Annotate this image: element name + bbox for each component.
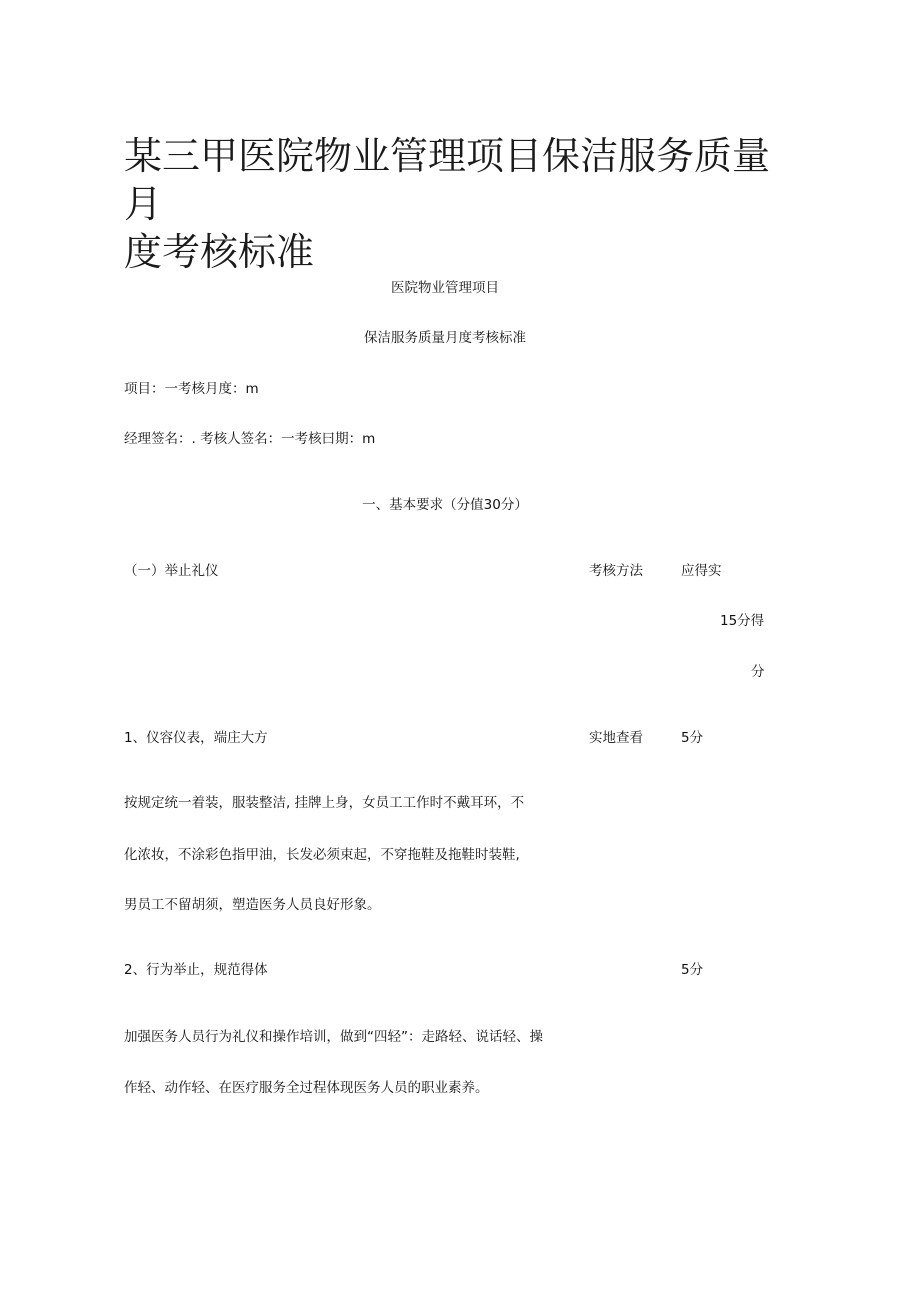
item-2-text-line-1: 加强医务人员行为礼仪和操作培训，做到“四轻”：走路轻、说话轻、操 (124, 1029, 543, 1045)
item-2-score: 5分 (681, 962, 704, 978)
item-1-text-line-1: 按规定统一着装，服装整洁, 挂牌上身，女员工工作时不戴耳环，不 (124, 795, 525, 811)
item-1-text-line-2: 化浓妆，不涂彩色指甲油，长发必须束起，不穿拖鞋及拖鞋时装鞋, (124, 847, 520, 863)
item-1-score: 5分 (681, 730, 704, 746)
section-heading: 一、基本要求（分值30分） (362, 497, 528, 513)
item-2-text-line-2: 作轻、动作轻、在医疗服务全过程体现医务人员的职业素养。 (124, 1080, 489, 1096)
title-line-2: 度考核标准 (124, 230, 315, 274)
title-line-1: 某三甲医院物业管理项目保洁服务质量月 (124, 134, 771, 226)
item-1-method: 实地查看 (589, 730, 643, 746)
signature-line: 经理签名：. 考核人签名：一考核曰期：m (124, 431, 376, 447)
item-1-label: 1、仪容仪表，端庄大方 (124, 730, 268, 746)
subtitle-standard: 保洁服务质量月度考核标准 (364, 330, 526, 346)
category-label: （一）举止礼仪 (124, 563, 219, 579)
column-score-header: 应得实 (681, 563, 722, 579)
subtitle-project: 医院物业管理项目 (391, 280, 499, 296)
score-suffix: 分 (751, 664, 765, 680)
project-line: 项目：一考核月度：m (124, 381, 259, 397)
column-method-header: 考核方法 (589, 563, 643, 579)
item-1-text-line-3: 男员工不留胡须，塑造医务人员良好形象。 (124, 897, 381, 913)
document-title (124, 132, 804, 276)
item-2-label: 2、行为举止，规范得体 (124, 962, 268, 978)
score-total: 15分得 (720, 613, 765, 629)
